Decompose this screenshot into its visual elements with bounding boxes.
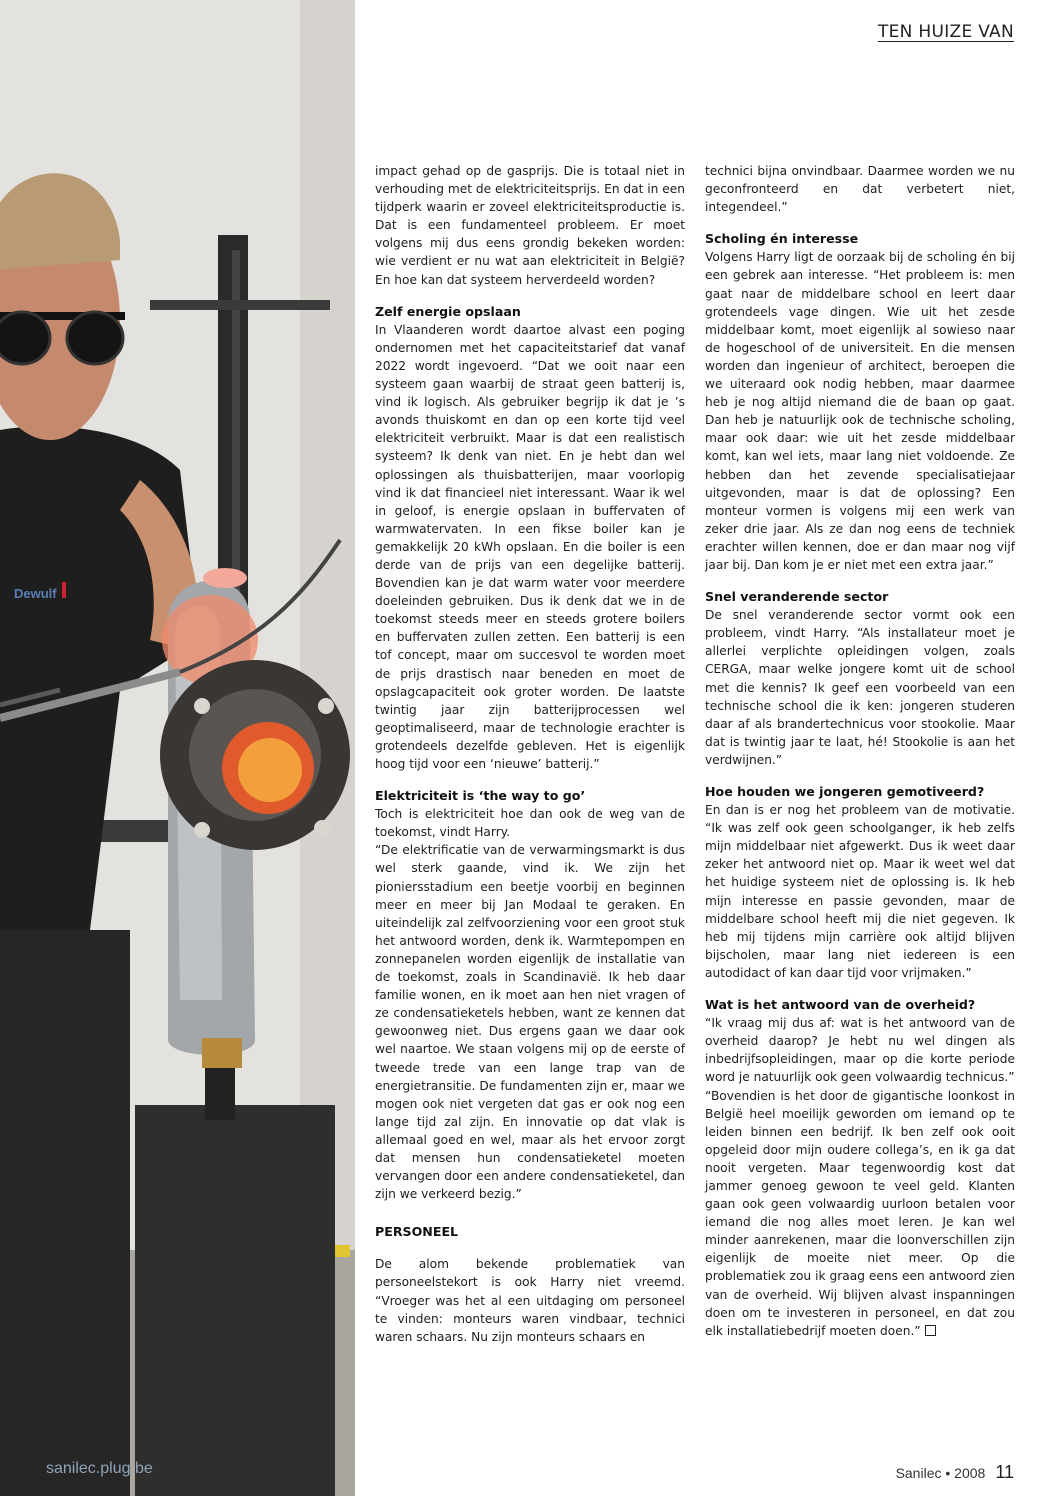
paragraph: In Vlaanderen wordt daartoe alvast een poging ondernomen met het capaciteitstarief dat vanaf 2022 wordt ingevoerd. “Dat we ooit naar een systeem gaan waarbij de straat geen batterij is, vind ik logisch. Als gebruiker begrijp ik dat je ’s avonds thuiskomt en dan op een korte tijd veel elektriciteit verbruikt. Maar is dat een realistisch systeem? Ik denk van niet. En je hebt dan wel oplossingen als thuisbatterijen, maar voorlopig vind ik dat financieel niet interessant. Waar ik wel in geloof, is energie opslaan in buffervaten of warmwatervaten. In een fikse boiler kan je gemakkelijk 20 kWh opslaan. En die boiler is een derde van de prijs van een degelijke batterij. Bovendien kan je dat warm water voor meerdere doeleinden gebruiken. Dus ik denk dat we in de toekomst steeds meer en steeds grotere boilers en buffervaten zullen zetten. Een batterij is een tof concept, maar om succesvol te worden moet de prijs drastisch naar beneden en moet de opslagcapaciteit ook groter worden. De laatste twintig jaar zijn batterijprocessen wel geoptimaliseerd, maar de technologie erachter is grotendeels dezelfde gebleven. Het is eigenlijk hoog tijd voor een ‘nieuwe’ batterij.” xyxy=(375,322,685,771)
paragraph: De snel veranderende sector vormt ook een probleem, vindt Harry. “Als installateur moet je allerlei verplichte opleidingen volgen, zoals CERGA, maar welke jongere komt uit de school met die kennis? Ik geef een voorbeeld van een technische school die ik ken: jongeren studeren daar af als brandertechnicus voor stookolie. Maar dat is twintig jaar te laat, hé! Stookolie is aan het verdwijnen.” xyxy=(705,608,1015,767)
section-heading: Elektriciteit is ‘the way to go’ xyxy=(375,788,586,804)
photo-site-url: sanilec.plug.be xyxy=(46,1460,153,1477)
paragraph: De alom bekende problematiek van personeelstekort is ook Harry niet vreemd. “Vroeger was het al een uitdaging om personeel te vinden: monteurs waren vindbaar, technici waren schaars. Nu zijn monteurs schaars en xyxy=(375,1257,685,1344)
section-heading: Wat is het antwoord van de overheid? xyxy=(705,997,976,1013)
paragraph: Volgens Harry ligt de oorzaak bij de scholing én bij een gebrek aan interesse. “Het probleem is: men gaat naar de middelbare school en leert daar grotendeels vage dingen. Wie uit het zesde middelbaar komt, moet eigenlijk al sowieso naar de hogeschool of de universiteit. En die mensen worden dan ingenieur of architect, beroepen die we uiteraard ook nodig hebben, maar daarmee heb je nog altijd niemand die de baan op gaat. Dan heb je natuurlijk ook de technische scholing, maar ook daar: wie uit het zesde middelbaar komt, kan wel iets, maar lang niet voldoende. Ze hebben dan het zevende specialisatiejaar uitgevonden, maar is dat de oplossing? Een monteur vormen is volgens mij een werk van zeker drie jaar. Als ze dan nog eens de techniek erachter willen kennen, doe er dan maar nog vijf jaar bij. Dan kom je er niet met een extra jaar.” xyxy=(705,250,1015,572)
section-header: TEN HUIZE VAN xyxy=(877,22,1014,42)
end-of-article-icon xyxy=(925,1325,936,1336)
article-column-right xyxy=(705,162,1015,1340)
section-heading: Scholing én interesse xyxy=(705,231,859,247)
section-heading: Hoe houden we jongeren gemotiveerd? xyxy=(705,784,985,799)
photo-illustration xyxy=(0,0,355,1496)
paragraph: technici bijna onvindbaar. Daarmee worden we nu geconfronteerd en dat verbetert niet, integendeel.” xyxy=(705,164,1015,215)
footer-publication: Sanilec • 2008 xyxy=(895,1465,986,1481)
page-number: 11 xyxy=(995,1462,1014,1482)
shirt-logo-text: Dewulf xyxy=(14,586,57,601)
section-heading: Zelf energie opslaan xyxy=(375,303,521,319)
section-heading: PERSONEEL xyxy=(375,1224,459,1240)
paragraph: “De elektrificatie van de verwarmingsmarkt is dus wel sterk gaande, vind ik. We zijn het pioniersstadium een beetje voorbij en beginnen meer en meer bij Jan Modaal te geraken. En uiteindelijk zal zelfvoorziening voor een groot stuk het antwoord worden, denk ik. Warmtepompen en zonnepanelen worden eigenlijk de installatie van de toekomst, zoals in Scandinavië. Ik heb daar familie wonen, en ik moet aan hen niet vragen of ze condensatieketels hebben, want ze kennen dat gewoonweg niet. Dus ergens gaan we daar ook wel naartoe. We staan volgens mij op de eerste of tweede trede van een lange trap van de energietransitie. De fundamenten zijn er, maar we mogen ook niet vergeten dat gas er ook nog een lange tijd zal zijn. En innovatie op dat vlak is allemaal goed en wel, maar als het ervoor zorgt dat mensen hun condensatieketel moeten vervangen door een andere condensatieketel, dan zijn we verkeerd bezig.” xyxy=(375,843,685,1202)
paragraph: Toch is elektriciteit hoe dan ook de weg van de toekomst, vindt Harry. xyxy=(375,807,685,840)
article-photo xyxy=(0,0,355,1496)
paragraph: En dan is er nog het probleem van de motivatie. “Ik was zelf ook geen schoolganger, ik heb zelfs mijn middelbaar niet afgewerkt. Dus ik weet daar zeker het antwoord niet op. Maar ik weet wel dat het huidige systeem niet de oplossing is. Ik heb mijn interesse en passie gevonden, maar de middelbare school heeft mij die niet gegeven. Ik heb mij tijdens mijn carrière ook altijd blijven bijscholen, maar lang niet iedereen is een autodidact of kan daar tijd voor vrijmaken.” xyxy=(705,803,1015,980)
article-column-left xyxy=(375,162,685,1346)
paragraph: “Bovendien is het door de gigantische loonkost in België heel moeilijk geworden om iemand op te leiden binnen een bedrijf. Ik ben zelf ook ooit opgeleid door mijn oudere collega’s, en ik ga dat nooit vergeten. Maar tegenwoordig kost dat jammer genoeg gewoon te veel geld. Klanten gaan ook geen volwaardig uurloon betalen voor iemand die nog alles moet leren. Je kan wel minder aanrekenen, maar die loonverschillen zijn eigenlijk de moeite niet meer. Op die problematiek zou ik graag eens een antwoord zien van de overheid. Wij blijven alvast inspanningen doen om te investeren in personeel, en dat zou elk installatiebedrijf moeten doen.” xyxy=(705,1088,1015,1338)
paragraph: impact gehad op de gasprijs. Die is totaal niet in verhouding met de elektriciteitsprijs. En dat in een tijdperk waarin er zoveel elektriciteitsproductie is. Dat is een fundamenteel probleem. Er moet volgens mij dus eens grondig bekeken worden: wie verdient er nu wat aan elektriciteit in België? En hoe kan dat systeem herverdeeld worden? xyxy=(375,164,685,287)
paragraph: “Ik vraag mij dus af: wat is het antwoord van de overheid daarop? Je hebt nu wel dingen als inbedrijfsopleidingen, maar op die korte periode word je natuurlijk ook geen volwaardig technicus.” xyxy=(705,1016,1015,1085)
section-heading: Snel veranderende sector xyxy=(705,589,889,605)
page-footer xyxy=(896,1462,1014,1483)
